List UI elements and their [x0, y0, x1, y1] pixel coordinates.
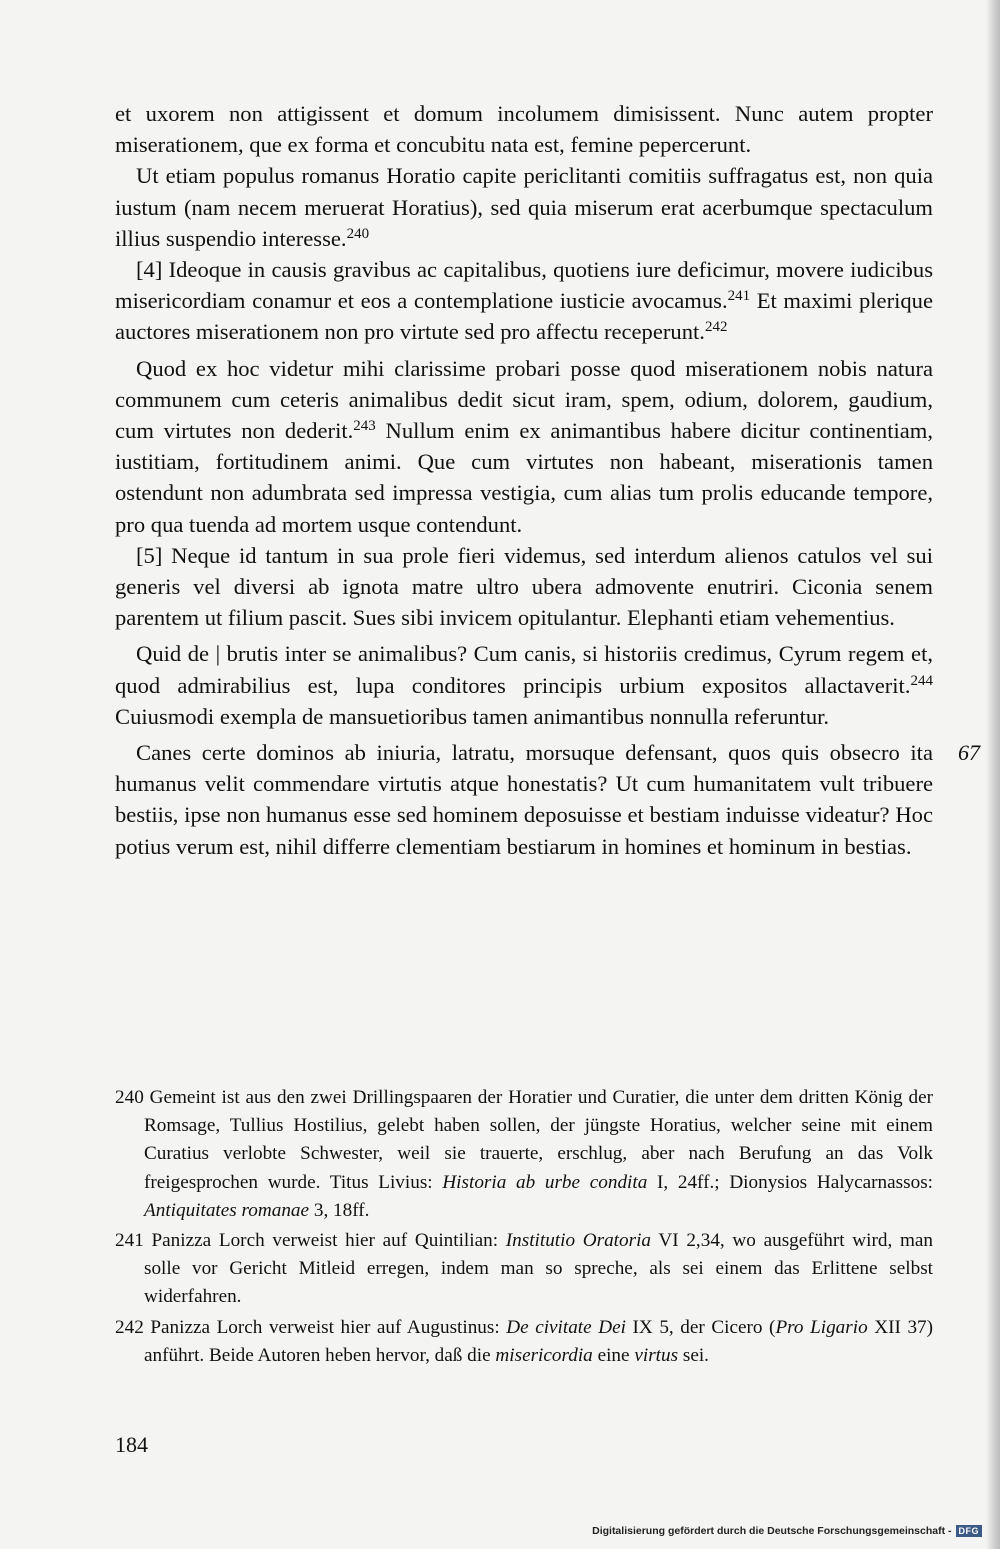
dfg-logo-icon: DFG: [956, 1525, 983, 1537]
paragraph-4-text-a: Quod ex hoc videtur mihi clarissime probari posse quod miserationem nobis natura communem cum ceteris animalibus dedit sicut iram, spem, odium, dolorem, gaudium, cum virtutes non dederit.: [115, 355, 933, 444]
footnote-241-text-b: VI 2,34, wo ausgeführt wird, man solle vor Gericht Mitleid erregen, indem man so spreche, als sei einem das Erlittene selbst widerfahren.: [144, 1230, 934, 1308]
main-text: [115, 98, 933, 862]
footnote-ref-241[interactable]: 241: [727, 288, 751, 305]
paragraph-3: [115, 254, 933, 348]
footnote-241: [115, 1227, 933, 1312]
footnote-240: [115, 1084, 933, 1225]
footnote-240-text-b: I, 24ff.; Dionysios Halycarnassos:: [647, 1171, 933, 1193]
paragraph-2-text: Ut etiam populus romanus Horatio capite periclitanti comitiis suffragatus est, non quia iustum (nam necem meruerat Horatius), sed quia miserum erat acerbumque spectaculum illius suspendio interesse.: [115, 163, 933, 251]
footnote-242: [115, 1314, 933, 1370]
footnote-ref-242[interactable]: 242: [704, 319, 728, 336]
footnote-242-text-d: eine: [592, 1344, 635, 1366]
footnote-242-text-c: XII 37) anführt. Beide Autoren heben hervor, daß die: [144, 1316, 934, 1366]
footnote-242-text-a: 242 Panizza Lorch verweist hier auf Augustinus:: [115, 1316, 507, 1338]
paragraph-3-text-b: Et maximi plerique auctores miserationem non pro virtute sed pro affectu receperunt.: [115, 288, 934, 345]
page-edge-shadow: [986, 0, 1000, 1549]
footnote-ref-243[interactable]: 243: [353, 418, 376, 435]
footnote-240-title-2: Antiquitates romanae: [144, 1199, 310, 1221]
margin-page-number: 67: [958, 740, 980, 765]
paragraph-5-text: [5] Neque id tantum in sua prole fieri videmus, sed interdum alienos catulos vel sui generis vel diversi ab ignota matre ultro ubera admovente enutriri. Ciconia senem parentem ut filium pascit. Sues sibi invicem opitulantur. Elephanti etiam vehementius.: [115, 542, 933, 631]
digitization-credit: [592, 1525, 982, 1537]
paragraph-4: [115, 353, 933, 540]
paragraph-6-text-a: Quid de | brutis inter se animalibus? Cum canis, si historiis credimus, Cyrum regem et, quod admirabilius est, lupa conditores principis urbium expositos allactaverit.: [115, 641, 933, 698]
footnote-242-text-e: sei.: [678, 1344, 709, 1366]
paragraph-2: [115, 160, 933, 254]
paragraph-1-text: et uxorem non attigissent et domum incolumem dimisissent. Nunc autem propter miserationem, que ex forma et concubitu nata est, femine pepercerunt.: [115, 101, 933, 158]
credit-text: Digitalisierung gefördert durch die Deutsche Forschungsgemeinschaft -: [592, 1525, 952, 1537]
footnote-242-title-2: Pro Ligario: [775, 1316, 868, 1338]
paragraph-6-text-b: Cuiusmodi exempla de mansuetioribus tamen animantibus nonnulla referuntur.: [115, 703, 830, 729]
paragraph-7: [115, 737, 933, 862]
footnote-242-term-2: virtus: [634, 1344, 679, 1366]
paragraph-6: [115, 638, 933, 732]
footnote-241-text-a: 241 Panizza Lorch verweist hier auf Quintilian:: [115, 1230, 506, 1252]
footnote-ref-240[interactable]: 240: [346, 225, 370, 242]
footnote-242-title-1: De civitate Dei: [506, 1316, 626, 1338]
paragraph-4-text-b: Nullum enim ex animantibus habere dicitur continentiam, iustitiam, fortitudinem animi. Que cum virtutes non habeant, miserationis tamen ostendunt non adumbrata sed impressa vestigia, cum alias tum prolis educande tempore, pro qua tuenda ad mortem usque contendunt.: [115, 418, 933, 537]
footnote-242-text-b: IX 5, der Cicero (: [625, 1316, 776, 1338]
footnote-ref-244[interactable]: 244: [910, 672, 933, 689]
footnote-241-title-1: Institutio Oratoria: [505, 1230, 651, 1252]
paragraph-3-text-a: [4] Ideoque in causis gravibus ac capitalibus, quotiens iure deficimur, movere iudicibus misericordiam conamur et eos a contemplatione iusticie avocamus.: [115, 257, 933, 314]
paragraph-7-text: Canes certe dominos ab iniuria, latratu, morsuque defensant, quos quis obsecro ita humanus velit commendare virtutis atque honestatis? Ut cum humanitatem vult tribuere bestiis, ipse non humanus esse sed hominem deposuisse et bestiam induisse videatur? Hoc potius verum est, nihil differre clementiam bestiarum in homines et hominum in bestias.: [115, 740, 933, 859]
footnotes: [115, 1084, 933, 1372]
footnote-240-text-c: 3, 18ff.: [309, 1199, 370, 1221]
footnote-242-term-1: misericordia: [495, 1344, 593, 1366]
page-number: 184: [115, 1432, 148, 1457]
footnote-240-text-a: 240 Gemeint ist aus den zwei Drillingspaaren der Horatier und Curatier, die unter dem dritten König der Romsage, Tullius Hostilius, gelebt haben sollen, der jüngste Horatius, welcher seine mit einem Curatius verlobte Schwester, weil sie trauerte, erschlug, aber nach Berufung an das Volk freigesprochen wurde. Titus Livius:: [115, 1087, 933, 1193]
footnote-240-title-1: Historia ab urbe condita: [442, 1171, 648, 1193]
paragraph-5: [115, 540, 933, 634]
paragraph-1: [115, 98, 933, 160]
